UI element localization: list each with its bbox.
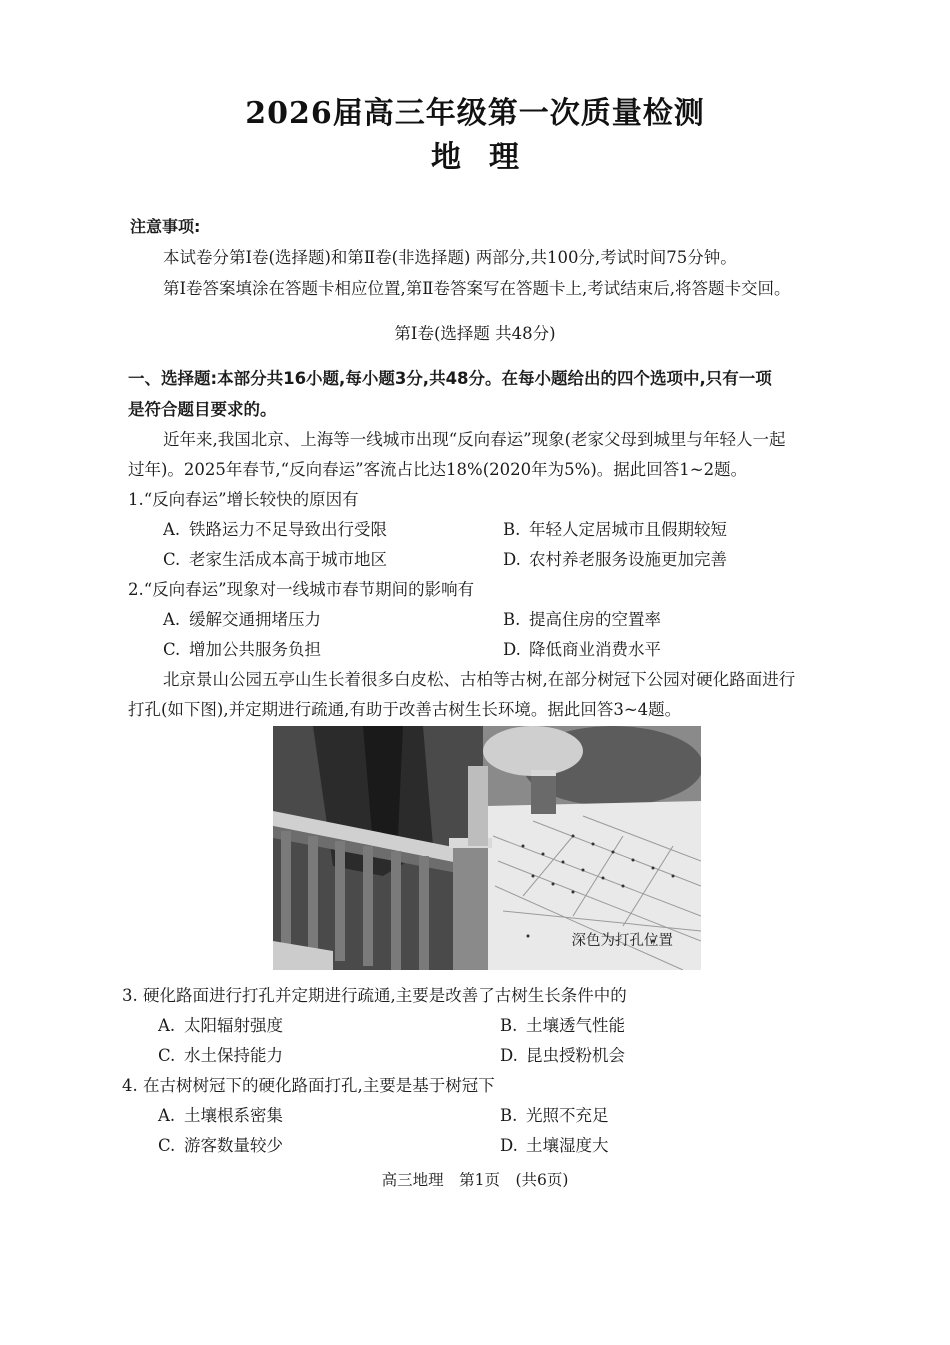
exam-title: 2026届高三年级第一次质量检测 <box>245 96 705 131</box>
question-4-option-a[interactable]: A. 土壤根系密集 <box>158 1106 283 1125</box>
section-instruction-2: 是符合题目要求的。 <box>128 400 277 419</box>
question-1-option-d[interactable]: D. 农村养老服务设施更加完善 <box>503 550 727 569</box>
question-2-option-c[interactable]: C. 增加公共服务负担 <box>163 640 321 659</box>
question-3-option-c[interactable]: C. 水土保持能力 <box>158 1046 283 1065</box>
passage-2-line-1: 北京景山公园五亭山生长着很多白皮松、古柏等古树,在部分树冠下公园对硬化路面进行 <box>163 670 796 689</box>
question-2-option-d[interactable]: D. 降低商业消费水平 <box>503 640 661 659</box>
question-2-option-a[interactable]: A. 缓解交通拥堵压力 <box>163 610 321 629</box>
section-instruction-1: 一、选择题:本部分共16小题,每小题3分,共48分。在每小题给出的四个选项中,只有一项 <box>128 369 772 388</box>
passage-1-line-1: 近年来,我国北京、上海等一线城市出现“反向春运”现象(老家父母到城里与年轻人一起 <box>163 430 786 449</box>
question-1-option-c[interactable]: C. 老家生活成本高于城市地区 <box>163 550 387 569</box>
question-3-stem: 3. 硬化路面进行打孔并定期进行疏通,主要是改善了古树生长条件中的 <box>122 986 627 1005</box>
question-4-stem: 4. 在古树树冠下的硬化路面打孔,主要是基于树冠下 <box>122 1076 495 1095</box>
question-4-option-b[interactable]: B. 光照不充足 <box>500 1106 609 1125</box>
question-2-stem: 2.“反向春运”现象对一线城市春节期间的影响有 <box>128 580 475 599</box>
figure-photo-perforated-pavement <box>273 726 701 970</box>
subject-title: 地理 <box>431 140 547 175</box>
notice-line-1: 本试卷分第Ⅰ卷(选择题)和第Ⅱ卷(非选择题) 两部分,共100分,考试时间75分钟。 <box>163 248 737 267</box>
question-3-option-d[interactable]: D. 昆虫授粉机会 <box>500 1046 625 1065</box>
question-2-option-b[interactable]: B. 提高住房的空置率 <box>503 610 661 629</box>
question-1-option-b[interactable]: B. 年轻人定居城市且假期较短 <box>503 520 727 539</box>
section-title: 第Ⅰ卷(选择题 共48分) <box>394 324 556 343</box>
notice-title: 注意事项: <box>130 217 201 236</box>
question-1-stem: 1.“反向春运”增长较快的原因有 <box>128 490 359 509</box>
passage-2-line-2: 打孔(如下图),并定期进行疏通,有助于改善古树生长环境。据此回答3~4题。 <box>128 700 682 719</box>
question-3-option-a[interactable]: A. 太阳辐射强度 <box>158 1016 283 1035</box>
question-4-option-d[interactable]: D. 土壤湿度大 <box>500 1136 609 1155</box>
question-3-option-b[interactable]: B. 土壤透气性能 <box>500 1016 625 1035</box>
question-4-option-c[interactable]: C. 游客数量较少 <box>158 1136 283 1155</box>
passage-1-line-2: 过年)。2025年春节,“反向春运”客流占比达18%(2020年为5%)。据此回答1~2题。 <box>128 460 748 479</box>
figure-caption: 深色为打孔位置 <box>571 933 673 949</box>
page-footer: 高三地理 第1页 (共6页) <box>381 1171 569 1189</box>
notice-line-2: 第Ⅰ卷答案填涂在答题卡相应位置,第Ⅱ卷答案写在答题卡上,考试结束后,将答题卡交回。 <box>163 279 791 298</box>
question-1-option-a[interactable]: A. 铁路运力不足导致出行受限 <box>163 520 387 539</box>
